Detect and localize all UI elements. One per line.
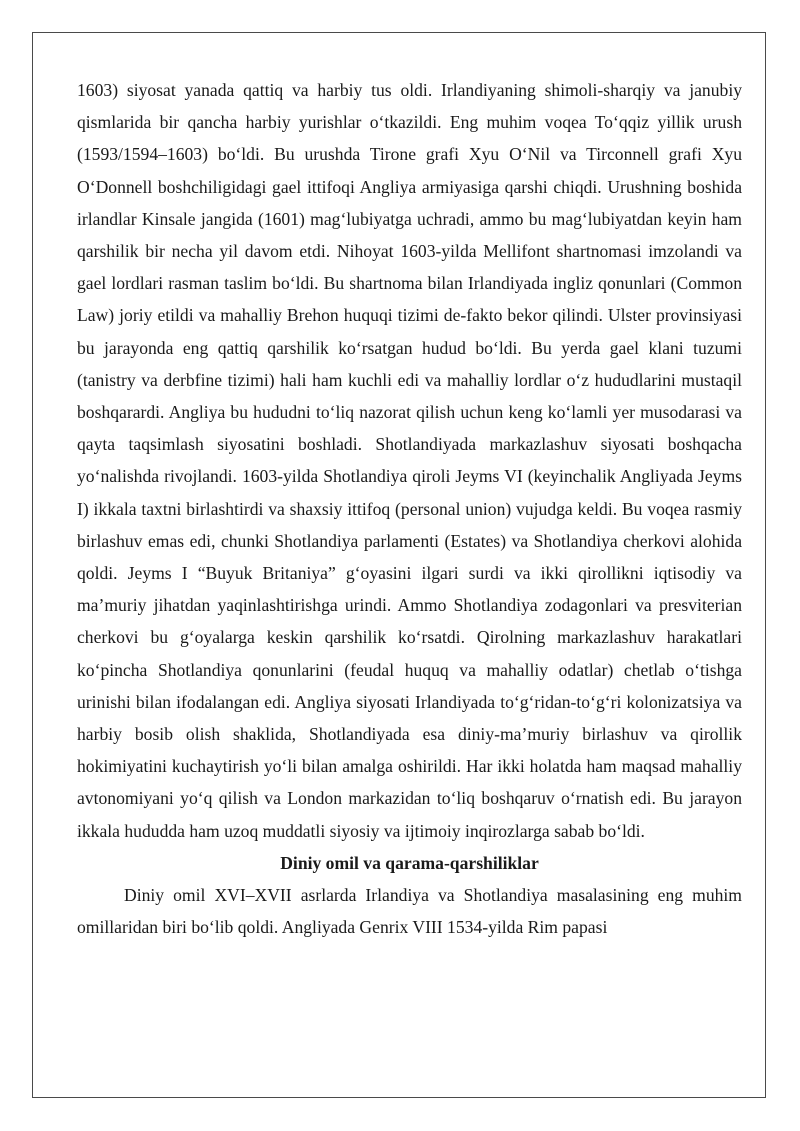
document-body xyxy=(77,74,742,943)
body-paragraph: 1603) siyosat yanada qattiq va harbiy tus oldi. Irlandiyaning shimoli-sharqiy va janubiy qismlarida bir qancha harbiy yurishlar o‘tkazildi. Eng muhim voqea To‘qqiz yillik urush (1593/1594–1603) bo‘ldi. Bu urushda Tirone grafi Xyu O‘Nil va Tirconnell grafi Xyu O‘Donnell boshchiligidagi gael ittifoqi Angliya armiyasiga qarshi chiqdi. Urushning boshida irlandlar Kinsale jangida (1601) mag‘lubiyatga uchradi, ammo bu mag‘lubiyatdan keyin ham qarshilik bir necha yil davom etdi. Nihoyat 1603-yilda Mellifont shartnomasi imzolandi va gael lordlari rasman taslim bo‘ldi. Bu shartnoma bilan Irlandiyada ingliz qonunlari (Common Law) joriy etildi va mahalliy Brehon huquqi tizimi de-fakto bekor qilindi. Ulster provinsiyasi bu jarayonda eng qattiq qarshilik ko‘rsatgan hudud bo‘ldi. Bu yerda gael klani tuzumi (tanistry va derbfine tizimi) hali ham kuchli edi va mahalliy lordlar o‘z hududlarini mustaqil boshqarardi. Angliya bu hududni to‘liq nazorat qilish uchun keng ko‘lamli yer musodarasi va qayta taqsimlash siyosatini boshladi. Shotlandiyada markazlashuv siyosati boshqacha yo‘nalishda rivojlandi. 1603-yilda Shotlandiya qiroli Jeyms VI (keyinchalik Angliyada Jeyms I) ikkala taxtni birlashtirdi va shaxsiy ittifoq (personal union) vujudga keldi. Bu voqea rasmiy birlashuv emas edi, chunki Shotlandiya parlamenti (Estates) va Shotlandiya cherkovi alohida qoldi. Jeyms I “Buyuk Britaniya” g‘oyasini ilgari surdi va ikki qirollikni iqtisodiy va ma’muriy jihatdan yaqinlashtirishga urindi. Ammo Shotlandiya zodagonlari va presviterian cherkovi bu g‘oyalarga keskin qarshilik ko‘rsatdi. Qirolning markazlashuv harakatlari ko‘pincha Shotlandiya qonunlarini (feudal huquq va mahalliy odatlar) chetlab o‘tishga urinishi bilan ifodalangan edi. Angliya siyosati Irlandiyada to‘g‘ridan-to‘g‘ri kolonizatsiya va harbiy bosib olish shaklida, Shotlandiyada esa diniy-ma’muriy birlashuv va qirollik hokimiyatini kuchaytirish yo‘li bilan amalga oshirildi. Har ikki holatda ham maqsad mahalliy avtonomiyani yo‘q qilish va London markazidan to‘liq boshqaruv o‘rnatish edi. Bu jarayon ikkala hududda ham uzoq muddatli siyosiy va ijtimoiy inqirozlarga sabab bo‘ldi. xyxy=(77,80,742,841)
body-paragraph: Diniy omil XVI–XVII asrlarda Irlandiya va Shotlandiya masalasining eng muhim omillaridan biri bo‘lib qoldi. Angliyada Genrix VIII 1534-yilda Rim papasi xyxy=(77,885,742,938)
section-heading: Diniy omil va qarama-qarshiliklar xyxy=(280,852,539,873)
